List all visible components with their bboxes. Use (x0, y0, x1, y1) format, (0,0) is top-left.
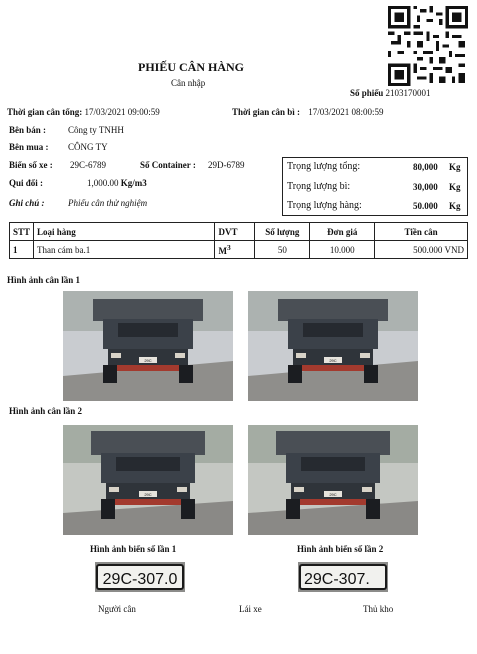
tare-time (232, 107, 384, 117)
col-header-qty: Số lượng (255, 223, 310, 241)
gross-label: Trọng lượng tổng: (287, 161, 361, 172)
net-unit: Kg (449, 201, 461, 211)
cell-stt: 1 (10, 241, 34, 259)
conversion-unit: Kg/m3 (120, 178, 147, 188)
container-value: 29D-6789 (208, 160, 245, 170)
tare-unit: Kg (449, 182, 461, 192)
tare-time-value: 17/03/2021 08:00:59 (308, 107, 384, 117)
tare-value: 30,000 (413, 182, 438, 192)
col-header-item: Loại hàng (34, 223, 215, 241)
conversion (87, 178, 147, 188)
truck-plate-text: 29C (144, 492, 152, 497)
table-row (10, 241, 468, 259)
note-label: Ghi chú : (9, 198, 45, 208)
page-title: PHIẾU CÂN HÀNG (138, 60, 245, 74)
truck-plate-text: 29C (144, 358, 152, 363)
weigh1-photo-front (63, 291, 233, 401)
truck-plate-text: 29C (329, 492, 337, 497)
conversion-label: Qui đổi : (9, 178, 44, 188)
seller-label: Bên bán : (9, 125, 47, 135)
net-label: Trọng lượng hàng: (287, 200, 362, 211)
signature-driver: Lái xe (239, 604, 262, 614)
gross-value: 80,000 (413, 162, 438, 172)
slip-number-value: 2103170001 (385, 88, 431, 98)
col-header-price: Đơn giá (310, 223, 375, 241)
table-header-row (10, 223, 468, 241)
cell-unit (215, 241, 255, 259)
total-time-label: Thời gian cân tổng: (7, 107, 83, 117)
plate1-text: 29C-307.0 (102, 571, 178, 588)
qr-code (388, 6, 468, 86)
weigh2-photo-front (63, 425, 233, 535)
plate2-text: 29C-307. (304, 571, 370, 588)
col-header-amount: Tiền cân (375, 223, 468, 241)
plate1-label: Hình ảnh biển số lần 1 (90, 544, 177, 554)
cell-amount: 500.000 VND (375, 241, 468, 259)
weigh2-photo-side (248, 425, 418, 535)
net-value: 50.000 (413, 201, 438, 211)
tare-label: Trọng lượng bì: (287, 181, 351, 192)
truck-photo (63, 291, 233, 401)
conversion-value: 1,000.00 (87, 178, 119, 188)
cell-unit-base: M (218, 246, 227, 256)
truck-photo (248, 425, 418, 535)
signature-warehouse: Thủ kho (363, 604, 394, 614)
note-value: Phiếu cân thử nghiệm (68, 198, 148, 208)
weigh2-label: Hình ảnh cân lần 2 (9, 406, 83, 416)
cell-item: Than cám ba.1 (34, 241, 215, 259)
goods-table (9, 222, 468, 259)
truck-plate-text: 29C (329, 358, 337, 363)
buyer-label: Bên mua : (9, 142, 49, 152)
gross-unit: Kg (449, 162, 461, 172)
cell-unit-sup: 3 (226, 243, 231, 252)
tare-time-label: Thời gian cân bì : (232, 107, 301, 117)
weigh1-photo-side (248, 291, 418, 401)
plate-label: Biển số xe : (9, 160, 53, 170)
truck-photo (63, 425, 233, 535)
signature-weigher: Người cân (98, 604, 136, 614)
weigh1-label: Hình ảnh cân lần 1 (7, 275, 81, 285)
seller-value: Công ty TNHH (68, 125, 124, 135)
cell-qty: 50 (255, 241, 310, 259)
total-time-value: 17/03/2021 09:00:59 (84, 107, 160, 117)
truck-photo (248, 291, 418, 401)
plate2-image (298, 562, 388, 592)
slip-number-label: Số phiếu (350, 88, 384, 98)
total-time (7, 107, 160, 117)
page-subtitle: Cân nhập (171, 78, 206, 88)
col-header-unit: DVT (215, 223, 255, 241)
col-header-stt: STT (10, 223, 34, 241)
buyer-value: CÔNG TY (68, 142, 108, 152)
plate2-label: Hình ảnh biển số lần 2 (297, 544, 384, 554)
plate1-image (95, 562, 185, 592)
cell-price: 10.000 (310, 241, 375, 259)
plate-value: 29C-6789 (70, 160, 106, 170)
container-label: Số Container : (140, 160, 196, 170)
slip-number (350, 88, 431, 98)
